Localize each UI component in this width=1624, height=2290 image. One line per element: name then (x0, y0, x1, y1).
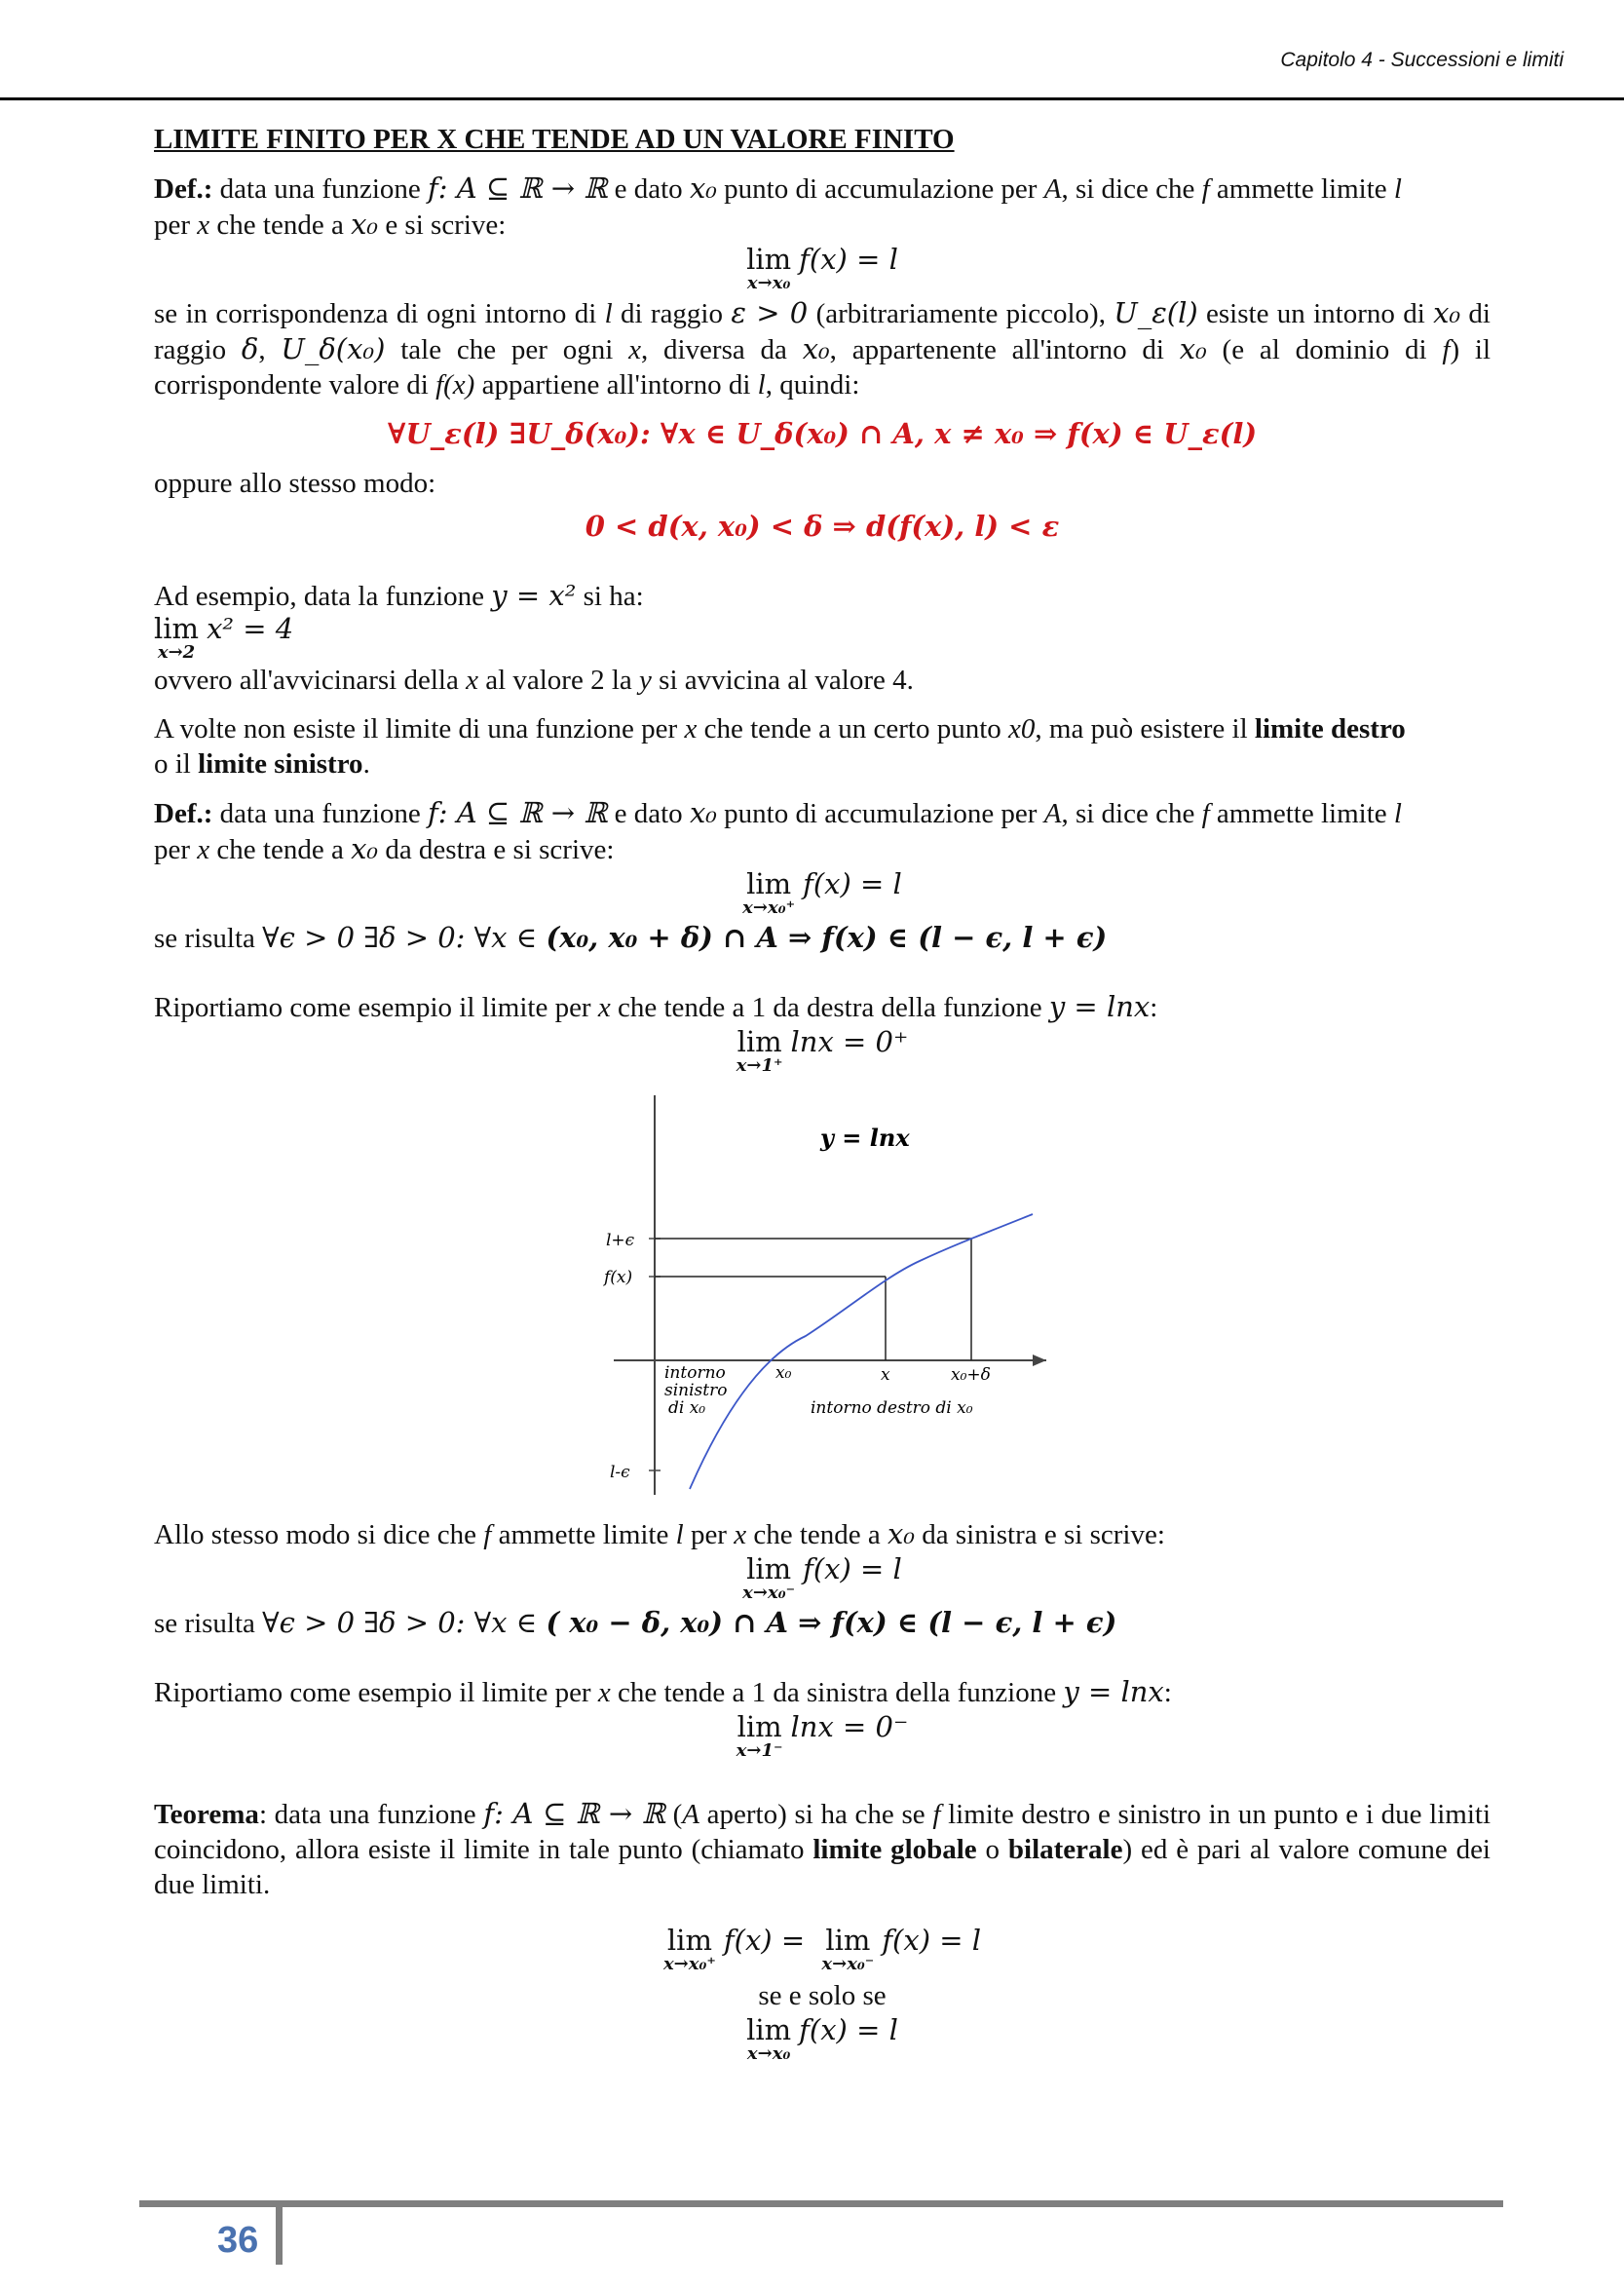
text: ) ed è pari al valore comune dei due limiti. (154, 1834, 1491, 1900)
example-right-limit (154, 1027, 1491, 1076)
theorem-final-equation (154, 2015, 1491, 2064)
lim-word: lim (736, 1710, 782, 1743)
right-interval: intorno destro di x₀ (811, 1398, 973, 1418)
text: ammette limite (1209, 173, 1394, 205)
iff-text: se e solo se (758, 1980, 887, 2011)
example-1-explanation (154, 663, 1491, 698)
lim-sub: x→2 (157, 642, 196, 663)
text: Riportiamo come esempio il limite per (154, 992, 598, 1023)
math: x₀ (689, 796, 717, 829)
math: x₀ (689, 172, 717, 205)
label-x0: x₀ (775, 1363, 792, 1383)
math: x0 (1008, 713, 1036, 744)
math: f: A ⊆ ℝ → ℝ (428, 172, 608, 205)
math: x (597, 992, 611, 1023)
text: ovvero all'avvicinarsi della (154, 665, 467, 696)
text: , (258, 334, 282, 365)
page-number: 36 (217, 2220, 259, 2261)
text: aperto) si ha che se (699, 1799, 933, 1830)
text: , si dice che (1061, 798, 1202, 829)
example-left-limit (154, 1712, 1491, 1761)
math: (x₀, x₀ + δ) ∩ A ⇒ f(x) ∈ (l − ϵ, l + ϵ) (546, 921, 1108, 954)
math: ε > 0 (731, 296, 809, 329)
text: che tende a 1 da destra della funzione (610, 992, 1049, 1023)
right-limit-equation (154, 869, 1491, 918)
text: , si dice che (1061, 173, 1202, 205)
red-formula-1 (154, 416, 1491, 452)
label-x: x (881, 1365, 890, 1385)
text: se in corrispondenza di ogni intorno di (154, 298, 605, 329)
math: x (197, 834, 210, 865)
math: x₀ (1179, 332, 1207, 365)
text: da sinistra e si scrive: (915, 1519, 1165, 1550)
lim-sub: x→x₀⁻ (821, 1954, 875, 1974)
math: l (675, 1519, 684, 1550)
math: y = lnx (1048, 990, 1151, 1023)
text: esiste un intorno di (1197, 298, 1434, 329)
lnx-graph (588, 1088, 1056, 1507)
text: , diversa da (640, 334, 803, 365)
text: e dato (607, 173, 690, 205)
text: se risulta (154, 923, 263, 954)
math: x (197, 210, 210, 241)
math: f (483, 1519, 492, 1550)
math: f (1201, 173, 1210, 205)
math: x₀ (802, 332, 830, 365)
example-1 (154, 578, 1491, 614)
math: x (684, 713, 698, 744)
text: che tende a (209, 834, 352, 865)
lim-expr: f(x) = l (882, 1924, 982, 1957)
text: che tende a (746, 1519, 888, 1550)
math: ( x₀ − δ, x₀) ∩ A ⇒ f(x) ∈ (l − ϵ, l + ϵ) (546, 1606, 1117, 1639)
left-limit-equation (154, 1554, 1491, 1603)
definition-2 (154, 795, 1491, 867)
text: al valore 2 la (477, 665, 640, 696)
math: x₀ (888, 1517, 915, 1550)
math: 0 < d(x, x₀) < δ ⇒ d(f(x), l) < ε (585, 510, 1060, 543)
example-left (154, 1674, 1491, 1710)
x-axis-arrow-icon (1033, 1355, 1046, 1366)
page-header (0, 0, 1624, 97)
text: per (154, 210, 198, 241)
text: data una funzione (212, 173, 429, 205)
text: si ha: (576, 581, 644, 612)
lim-expr: lnx = 0⁻ (790, 1710, 909, 1743)
text: (arbitrariamente piccolo), (808, 298, 1114, 329)
theorem-equation (154, 1926, 1491, 1974)
math: ∀ϵ > 0 ∃δ > 0: ∀x ∈ (262, 921, 547, 954)
lim-expr: f(x) = l (803, 1552, 902, 1585)
example-1-limit (154, 614, 1491, 663)
lim-word: lim (154, 612, 200, 645)
left-interval-3: di x₀ (668, 1398, 706, 1418)
label-lme: l-ϵ (610, 1463, 630, 1482)
theorem-label: Teorema (154, 1799, 259, 1830)
text: : (1150, 992, 1158, 1023)
text: di raggio (154, 298, 1491, 365)
math: δ (241, 332, 259, 365)
bold-term: limite destro (1254, 713, 1406, 744)
text: ammette limite (491, 1519, 676, 1550)
text: o il (154, 748, 199, 780)
lim-expr: x² = 4 (207, 612, 294, 645)
lim-sub: x→x₀ (746, 273, 791, 293)
lim-sub: x→x₀⁻ (742, 1583, 796, 1603)
lim-expr: lnx = 0⁺ (790, 1025, 909, 1058)
lim-sub: x→1⁺ (736, 1055, 783, 1076)
lim-sub: x→x₀ (746, 2043, 791, 2064)
def-label: Def.: (154, 173, 213, 205)
text: data una funzione (212, 798, 429, 829)
lim-word: lim (746, 243, 792, 276)
lim-word: lim (825, 1924, 871, 1957)
text: che tende a un certo punto (697, 713, 1009, 744)
math: x (597, 1677, 611, 1708)
math: A (682, 1799, 699, 1830)
text: o (976, 1834, 1008, 1865)
lim-word: lim (666, 1924, 712, 1957)
text: ( (664, 1799, 683, 1830)
header-rule (0, 97, 1624, 100)
text: di raggio (612, 298, 732, 329)
definition-1-body (154, 295, 1491, 402)
left-limit-intro (154, 1516, 1491, 1552)
math: y = lnx (1063, 1675, 1164, 1708)
math: x (734, 1519, 747, 1550)
left-interval-2: sinistro (664, 1381, 728, 1400)
math: A (1043, 173, 1062, 205)
right-left-paragraph (154, 711, 1491, 782)
text: , quindi: (765, 369, 860, 401)
math: f: A ⊆ ℝ → ℝ (428, 796, 608, 829)
text: A volte non esiste il limite di una funzione per (154, 713, 685, 744)
lim-word: lim (746, 867, 792, 900)
text: Allo stesso modo si dice che (154, 1519, 484, 1550)
math: x₀ (1433, 296, 1461, 329)
math: A (1043, 798, 1062, 829)
lim-expr: f(x) = l (799, 2013, 898, 2046)
text: che tende a 1 da sinistra della funzione (610, 1677, 1064, 1708)
math: l (1393, 173, 1402, 205)
math: l (757, 369, 766, 401)
text: e si scrive: (378, 210, 507, 241)
lim-word: lim (746, 1552, 792, 1585)
page-content (154, 122, 1491, 2066)
section-title: LIMITE FINITO PER X CHE TENDE AD UN VALORE FINITO (154, 124, 955, 155)
left-interval-1: intorno (664, 1363, 726, 1383)
bold-term: bilaterale (1007, 1834, 1123, 1865)
math: f: A ⊆ ℝ → ℝ (483, 1797, 665, 1830)
lim-word: lim (736, 1025, 782, 1058)
graph-title: y = lnx (820, 1124, 910, 1152)
oppure-text: oppure allo stesso modo: (154, 468, 436, 499)
def-label: Def.: (154, 798, 213, 829)
text: per (154, 834, 198, 865)
math: x (466, 665, 478, 696)
math: x (628, 334, 641, 365)
right-limit-condition (154, 920, 1491, 956)
text: , ma può esistere il (1035, 713, 1255, 744)
math: x₀ (351, 208, 379, 241)
math: U_ε(l) (1114, 296, 1198, 329)
math: l (604, 298, 613, 329)
text: : data una funzione (258, 1799, 484, 1830)
text: Riportiamo come esempio il limite per (154, 1677, 598, 1708)
text: , appartenente all'intorno di (829, 334, 1180, 365)
lnx-curve (690, 1214, 1033, 1489)
lim-expr: f(x) = l (799, 243, 898, 276)
math: ∀ϵ > 0 ∃δ > 0: ∀x ∈ (262, 1606, 547, 1639)
chapter-title: Capitolo 4 - Successioni e limiti (1280, 49, 1564, 71)
math: U_δ(x₀) (281, 332, 386, 365)
text: per (683, 1519, 735, 1550)
text: (e al dominio di (1206, 334, 1443, 365)
red-formula-2 (154, 509, 1491, 545)
text: ammette limite (1209, 798, 1394, 829)
lim-sub: x→1⁻ (736, 1740, 783, 1761)
math: x₀ (351, 832, 379, 865)
math: y = x² (491, 579, 577, 612)
text: limite destro e sinistro in un punto e i due limiti coincidono, allora esiste il limite in tale punto (chiamato (154, 1799, 1491, 1865)
math: f (932, 1799, 941, 1830)
footer-bar (276, 2200, 283, 2265)
text: Ad esempio, data la funzione (154, 581, 492, 612)
text: punto di accumulazione per (716, 798, 1044, 829)
text: tale che per ogni (385, 334, 629, 365)
lim-word: lim (746, 2013, 792, 2046)
lim-sub: x→x₀⁺ (742, 897, 796, 918)
lim-expr: f(x) = (723, 1924, 806, 1957)
lim-sub: x→x₀⁺ (662, 1954, 716, 1974)
math: l (1393, 798, 1402, 829)
text: . (362, 748, 370, 780)
text: se risulta (154, 1608, 263, 1639)
text: da destra e si scrive: (378, 834, 615, 865)
label-x0d: x₀+δ (951, 1365, 991, 1385)
text: ) il corrispondente valore di (154, 334, 1492, 401)
math: y (639, 665, 652, 696)
math: f (1442, 334, 1451, 365)
text: si avvicina al valore 4. (651, 665, 914, 696)
footer-rule (139, 2200, 1503, 2207)
theorem (154, 1796, 1491, 1902)
label-lpe: l+ϵ (606, 1231, 635, 1250)
definition-1 (154, 171, 1491, 243)
left-limit-condition (154, 1605, 1491, 1641)
limit-equation (154, 245, 1491, 293)
bold-term: limite sinistro (198, 748, 363, 780)
math: f(x) (435, 369, 475, 401)
math: f (1201, 798, 1210, 829)
math: ∀U_ε(l) ∃U_δ(x₀): ∀x ∈ U_δ(x₀) ∩ A, x ≠ x₀ ⇒ f(x) ∈ U_ε(l) (387, 417, 1258, 450)
text: e dato (607, 798, 690, 829)
text: : (1163, 1677, 1172, 1708)
text: che tende a (209, 210, 352, 241)
text: appartiene all'intorno di (474, 369, 758, 401)
lim-expr: f(x) = l (803, 867, 902, 900)
text: punto di accumulazione per (716, 173, 1044, 205)
bold-term: limite globale (812, 1834, 977, 1865)
example-right (154, 989, 1491, 1025)
label-fx: f(x) (604, 1268, 633, 1287)
